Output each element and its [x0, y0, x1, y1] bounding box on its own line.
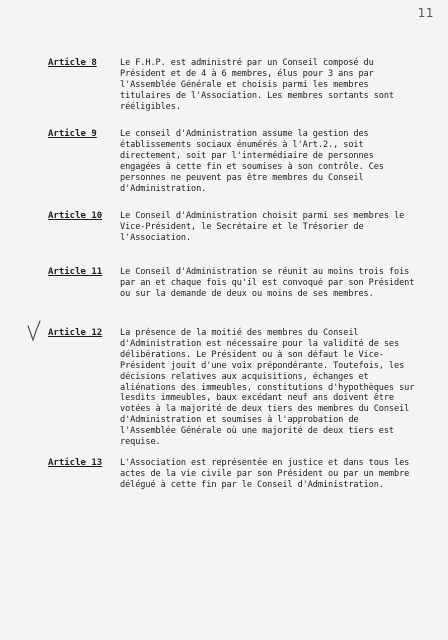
article-label: Article 13: [48, 458, 103, 468]
article-text: Le conseil d'Administration assume la gestion des établissements sociaux énumérés à l'Art.2., soit directement, soit par l'intermédiaire de personnes engagées à cette fin et soumises à son contrôle. Ces personnes ne peuvent pas être membres du Conseil d'Administration.: [120, 129, 384, 194]
article-label: Article 8: [48, 58, 97, 68]
article-label: Article 11: [48, 267, 103, 277]
article-label: Article 12: [48, 328, 103, 338]
article-text: Le F.H.P. est administré par un Conseil composé du Président et de 4 à 6 membres, élus pour 3 ans par l'Assemblée Générale et choisis parmi les membres titulaires de l'Association. Les membres sortants sont rééligibles.: [120, 58, 394, 112]
article-label: Article 10: [48, 211, 103, 221]
page-number: 11: [417, 6, 434, 20]
article-label: Article 9: [48, 129, 97, 139]
article-text: L'Association est représentée en justice et dans tous les actes de la vie civile par son Président ou par un membre délégué à cette fin par le Conseil d'Administration.: [120, 458, 410, 490]
article-text: Le Conseil d'Administration choisit parmi ses membres le Vice-Président, le Secrétaire et le Trésorier de l'Association.: [120, 211, 405, 243]
handwritten-checkmark-icon: [26, 320, 42, 342]
article-text: Le Conseil d'Administration se réunit au moins trois fois par an et chaque fois qu'il est convoqué par son Président ou sur la demande de deux ou moins de ses membres.: [120, 267, 415, 299]
article-text: La présence de la moitié des membres du Conseil d'Administration est nécessaire pour la validité de ses délibérations. Le Président ou à son défaut le Vice-Président jouit d'une voix prépondérante. Toutefois, les décisions relatives aux acquisitions, échanges et aliénations des immeubles, constitutions d'hypothèques sur lesdits immeubles, baux excédant neuf ans doivent être votées à la majorité de deux tiers des membres du Conseil d'Administration et soumises à l'approbation de l'Assemblée Générale où une majorité de deux tiers est requise.: [120, 328, 415, 448]
